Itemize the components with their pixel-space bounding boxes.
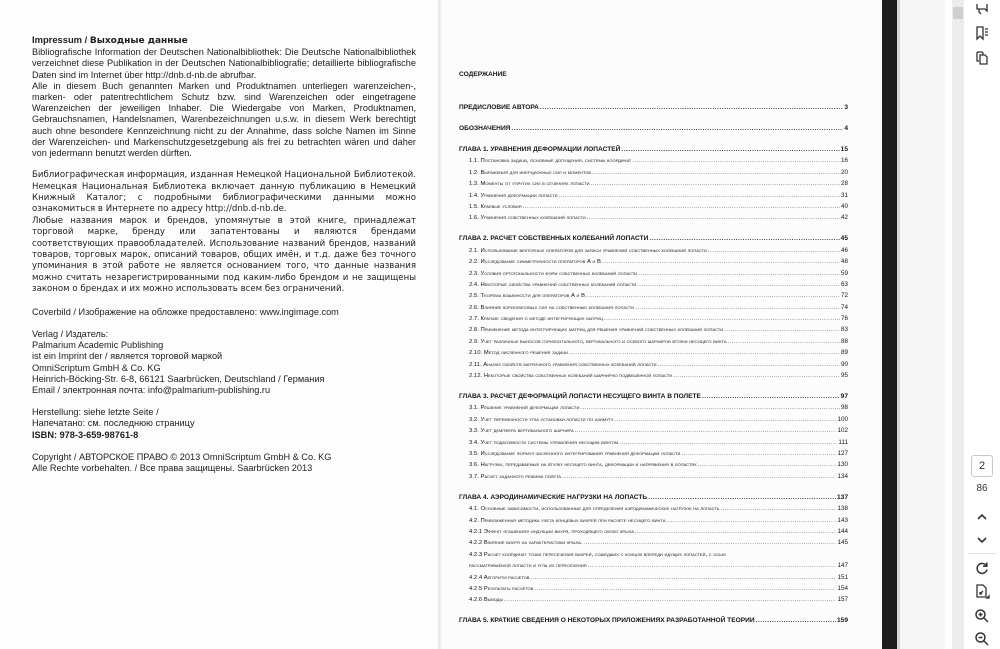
toc-entry-page: 63 bbox=[840, 280, 848, 288]
toc-entry-label: ГЛАВА 1. УРАВНЕНИЯ ДЕФОРМАЦИИ ЛОПАСТЕЙ bbox=[459, 146, 621, 153]
toc-entry-page: 143 bbox=[837, 516, 848, 524]
toc-section-entry bbox=[459, 311, 848, 322]
toc-section-entry bbox=[459, 299, 848, 310]
toc-section-entry bbox=[459, 356, 848, 367]
table-of-contents bbox=[459, 71, 848, 624]
toc-entry-label: 2.4. Некоторые свойства уравнений собственных колебаний лопасти bbox=[469, 281, 637, 288]
toc-entry-label: 2.12. Некоторые свойства собственных колебаний шарнирно подвешенной лопасти bbox=[469, 373, 673, 380]
toc-entry-page: 76 bbox=[840, 315, 848, 323]
toc-leader-dots bbox=[648, 494, 836, 501]
toc-section-entry bbox=[459, 592, 848, 603]
toc-entry-label: 4.2.6 Выводы bbox=[469, 597, 504, 604]
toc-entry-page: 127 bbox=[837, 449, 848, 457]
toc-chapter-entry bbox=[459, 229, 848, 242]
toc-section-entry bbox=[459, 254, 848, 265]
toc-entry-page: 89 bbox=[840, 349, 848, 357]
toc-entry-page: 3 bbox=[844, 104, 848, 111]
toc-chapter-entry bbox=[459, 387, 848, 400]
toc-entry-label: 2.2. Исследование симметричности операторов А и В bbox=[469, 259, 601, 266]
toc-entry-label: 1.3. Моменты от упругих сил в сечениях лопасти bbox=[469, 181, 590, 188]
imprint-ru-paragraph-1: Библиографическая информация, изданная Немецкой Национальной Библиотекой. Немецкая Национальная Библиотека включает данную публикацию в Немецкий Книжный Каталог; с подробными библиографическими данными можно ознакомиться в Интернете по адресу http://dnb.d-nb.de. bbox=[32, 170, 416, 215]
toc-entry-label: 2.5. Теорема взаимности для операторов А и В bbox=[469, 293, 585, 300]
toc-entry-label: 4.2.4 Алгоритм расчетов bbox=[469, 574, 530, 581]
toc-entry-label: 2.11. Анализ свойств матричного уравнения собственных колебаний лопасти bbox=[469, 361, 657, 368]
toc-entry-page: 42 bbox=[840, 214, 848, 222]
copy-pages-icon bbox=[974, 50, 990, 66]
toc-section-entry bbox=[459, 581, 848, 592]
toc-section-entry bbox=[459, 524, 848, 535]
toc-entry-label: 4.2. Приближенная методика учета концевых вихрей при расчете несущего винта bbox=[469, 517, 666, 524]
next-page-button[interactable] bbox=[970, 529, 994, 551]
toc-section-entry bbox=[459, 176, 848, 187]
viewer-margin bbox=[900, 0, 945, 649]
toc-section-entry bbox=[459, 501, 848, 512]
toc-entry-page: 154 bbox=[837, 584, 848, 592]
toc-leader-dots bbox=[562, 474, 836, 480]
toc-entry-label: ГЛАВА 3. РАСЧЕТ ДЕФОРМАЦИЙ ЛОПАСТИ НЕСУЩЕГО ВИНТА В ПОЛЕТЕ bbox=[459, 393, 701, 401]
toc-entry-page: 31 bbox=[840, 191, 848, 199]
comments-button[interactable] bbox=[970, 0, 994, 22]
toc-entry-label: 2.8. Применение метода интегрирующих матриц для решения уравнений собственных колебаний лопасти bbox=[469, 327, 724, 334]
toc-entry-page: 46 bbox=[840, 246, 848, 254]
toc-entry-label: 1.1. Постановка задачи, основные допущения, системы координат bbox=[469, 158, 632, 165]
publisher-block: Verlag / Издатель: Palmarium Academic Publishing ist ein Imprint der / является торговой маркой OmniScriptum GmbH & Co. KG Heinrich-Böcking-Str. 6-8, 66121 Saarbrücken, Deutschland / Германия Email / электронная почта: info@palmarium-publishing.ru bbox=[32, 328, 325, 395]
toc-entry-label: 1.5. Краевые условия bbox=[469, 203, 522, 210]
scrollbar-thumb[interactable] bbox=[953, 7, 963, 19]
fit-page-button[interactable] bbox=[970, 581, 994, 603]
toc-leader-dots bbox=[756, 617, 836, 624]
toc-entry-label: 4.2.5 Результаты расчетов bbox=[469, 585, 534, 592]
toc-entry-page: 111 bbox=[838, 438, 848, 446]
toc-entry-page: 100 bbox=[837, 415, 848, 423]
toc-section-entry bbox=[459, 423, 848, 434]
toc-section-entry bbox=[459, 164, 848, 175]
toc-entry-label: 2.3. Условия ортогональности форм собственных колебаний лопасти bbox=[469, 270, 638, 277]
toc-section-entry bbox=[459, 187, 848, 198]
comments-icon bbox=[974, 3, 990, 19]
toc-chapter-entry bbox=[459, 140, 848, 153]
toc-entry-page: 16 bbox=[840, 157, 848, 165]
copy-pages-button[interactable] bbox=[970, 47, 994, 69]
toc-entry-label: 4.1. Основные зависимости, использованные для определения аэродинамических нагрузок на лопасть bbox=[469, 506, 720, 513]
toc-chapter-entry bbox=[459, 488, 848, 501]
toc-entry-page: 102 bbox=[837, 427, 848, 435]
toc-heading: СОДЕРЖАНИЕ bbox=[459, 71, 507, 78]
toc-entry-page: 95 bbox=[840, 372, 848, 380]
toc-chapter-entry bbox=[459, 98, 848, 111]
scan-edge bbox=[882, 0, 897, 649]
toc-entry-page: 145 bbox=[837, 539, 848, 547]
toc-entry-page: 137 bbox=[836, 493, 848, 501]
toolbar-divider bbox=[968, 553, 996, 554]
toc-entry-page: 15 bbox=[840, 146, 848, 153]
toc-entry-label: ГЛАВА 5. КРАТКИЕ СВЕДЕНИЯ О НЕКОТОРЫХ ПРИЛОЖЕНИЯХ РАЗРАБОТАННОЙ ТЕОРИИ bbox=[459, 617, 755, 625]
toc-entry-label: 2.6. Влияние кориолисовых сил на собственные колебания лопасти bbox=[469, 304, 635, 311]
toc-section-entry bbox=[459, 242, 848, 253]
toc-entry-label: 2.10. Метод численного решения задачи bbox=[469, 350, 568, 357]
toc-entry-page: 28 bbox=[840, 180, 848, 188]
toc-entry-label: 2.7. Краткие сведения о методе интегрирующих матриц bbox=[469, 316, 603, 323]
toc-section-entry bbox=[459, 446, 848, 457]
imprint-ru-paragraph-2: Любые названия марок и брендов, упомянутые в этой книге, принадлежат торговой марке, бренду или запатентованы и являются брендами соответствующих правообладателей. Использование названий брендов, названий товаров, торговых марок, описаний товаров, общих имён, и т.д. даже без точного упоминания в этой работе не является основанием того, что данные названия можно считать незарегистрированными под каким-либо брендом и не защищены законом о брендах и их можно использовать всем без ограничений. bbox=[32, 215, 416, 295]
toc-entry-label: 1.4. Уравнения деформации лопасти bbox=[469, 192, 558, 199]
toc-entry-label: рассматриваемой лопасти и угла их пересечения bbox=[469, 563, 587, 570]
toc-section-entry bbox=[459, 434, 848, 445]
toc-section-entry bbox=[459, 468, 848, 479]
toc-entry-label: 4.2.1 Эффект «гашения» индукции вихря, проходящего около крыла bbox=[469, 528, 634, 535]
previous-page-button[interactable] bbox=[970, 506, 994, 528]
toc-entry-page: 90 bbox=[840, 360, 848, 368]
toc-section-entry bbox=[459, 457, 848, 468]
toc-leader-dots bbox=[673, 373, 840, 379]
toc-entry-label: ОБОЗНАЧЕНИЯ bbox=[459, 125, 511, 132]
toc-entry-page: 59 bbox=[840, 269, 848, 277]
toc-chapter-entry bbox=[459, 119, 848, 132]
toc-section-entry bbox=[459, 569, 848, 580]
toc-entry-page: 40 bbox=[840, 202, 848, 210]
toc-entry-page: 151 bbox=[837, 573, 848, 581]
zoom-in-icon bbox=[974, 608, 990, 624]
toc-section-entry bbox=[459, 345, 848, 356]
toc-section-entry bbox=[459, 322, 848, 333]
toc-entry-label: 3.1. Решение уравнений деформации лопасти bbox=[469, 405, 580, 412]
zoom-out-button[interactable] bbox=[970, 628, 994, 649]
toc-entry-label: 3.2. Учет переменности угла установки лопасти по азимуту bbox=[469, 416, 614, 423]
toc-entry-label: ПРЕДИСЛОВИЕ АВТОРА bbox=[459, 104, 539, 111]
toc-chapter-entry bbox=[459, 611, 848, 624]
toc-entry-label: 4.2.2 Влияние вихря на характеристики крыла. bbox=[469, 540, 583, 547]
toc-entry-label: 3.4. Учет податливости системы управления несущим винтом bbox=[469, 439, 619, 446]
toc-section-entry bbox=[459, 199, 848, 210]
toc-section-entry bbox=[459, 558, 848, 569]
rotate-button[interactable] bbox=[970, 557, 994, 579]
toc-entry-label: 2.9. Учет различных выносов горизонтального, вертикального и осевого шарниров втулки несущего винта bbox=[469, 338, 727, 345]
toc-leader-dots bbox=[587, 215, 840, 221]
toc-entry-label: 1.2. Выражения для инерционных сил и моментов bbox=[469, 169, 592, 176]
imprint-de-paragraph-1: Bibliografische Information der Deutschen Nationalbibliothek: Die Deutsche Nationalbibliothek verzeichnet diese Publikation in der Deutschen Nationalbibliografie; detaillierte bibliografische Daten sind im Internet über http://dnb.d-nb.de abrufbar. bbox=[32, 47, 416, 80]
toc-section-entry bbox=[459, 535, 848, 546]
toc-entry-page: 20 bbox=[840, 168, 848, 176]
toc-entry-page: 83 bbox=[840, 326, 848, 334]
toc-entry-label: 3.6. Нагрузки, передаваемые на втулку несущего винта, деформации и напряжения в лопастях bbox=[469, 462, 697, 469]
toc-entry-label: ГЛАВА 4. АЭРОДИНАМИЧЕСКИЕ НАГРУЗКИ НА ЛОПАСТЬ bbox=[459, 493, 648, 501]
toc-section-entry bbox=[459, 400, 848, 411]
toc-entry-page: 98 bbox=[840, 404, 848, 412]
toc-entry-page: 138 bbox=[837, 505, 848, 513]
fit-page-icon bbox=[974, 584, 990, 600]
toc-section-entry bbox=[459, 210, 848, 221]
toc-entry-page: 48 bbox=[840, 258, 848, 266]
isbn: ISBN: 978-3-659-98761-8 bbox=[32, 429, 139, 440]
toc-entry-label: 3.5. Исследование формул численного интегрирования уравнения деформации лопасти bbox=[469, 450, 681, 457]
toc-leader-dots bbox=[649, 235, 839, 242]
toc-entry-page: 45 bbox=[840, 235, 848, 243]
coverbild-line: Coverbild / Изображение на обложке предоставлено: www.ingimage.com bbox=[32, 306, 339, 317]
toc-section-entry bbox=[459, 546, 848, 557]
toc-section-entry bbox=[459, 265, 848, 276]
current-page-input[interactable]: 2 bbox=[971, 455, 993, 477]
toc-entry-label: 3.3. Учет демпфера вертикального шарнира bbox=[469, 428, 574, 435]
toc-leader-dots bbox=[540, 104, 843, 111]
toc-entry-page: 144 bbox=[837, 527, 848, 535]
toc-entry-page: 4 bbox=[844, 125, 848, 132]
toc-entry-label: ГЛАВА 2. РАСЧЕТ СОБСТВЕННЫХ КОЛЕБАНИЙ ЛОПАСТИ bbox=[459, 235, 649, 243]
toc-entry-page: 134 bbox=[837, 472, 848, 480]
toc-entry-page: 88 bbox=[840, 337, 848, 345]
bookmark-list-icon bbox=[974, 25, 990, 41]
imprint-ru-block bbox=[32, 170, 416, 295]
total-pages: 86 bbox=[976, 483, 988, 494]
vertical-scrollbar[interactable] bbox=[952, 0, 964, 649]
toc-entry-page: 74 bbox=[840, 303, 848, 311]
toc-entry-page: 159 bbox=[836, 617, 848, 625]
toc-section-entry bbox=[459, 333, 848, 344]
toc-section-entry bbox=[459, 153, 848, 164]
toc-entry-page: 157 bbox=[837, 596, 848, 604]
zoom-in-button[interactable] bbox=[970, 605, 994, 627]
imprint-de-paragraph-2: Alle in diesem Buch genannten Marken und Produktnamen unterliegen warenzeichen-, marken- oder patentrechtlichem Schutz bzw. sind Warenzeichen oder eingetragene Warenzeichen der jeweiligen Inhaber. Die Wiedergabe von Marken, Produktnamen, Gebrauchsnamen, Handelsnamen, Warenbezeichnungen u.s.w. in diesem Werk berechtigt auch ohne besondere Kennzeichnung nicht zu der Annahme, dass solche Namen im Sinne der Warenzeichen- und Markenschutzgesetzgebung als frei zu betrachten wären und daher von jedermann benutzt werden dürften. bbox=[32, 80, 416, 159]
toc-entry-label: 3.7. Расчет заданного режима полета bbox=[469, 473, 562, 480]
toc-entry-label: 1.6. Уравнения собственных колебаний лопасти bbox=[469, 215, 586, 222]
toc-leader-dots bbox=[511, 125, 843, 132]
toc-leader-dots bbox=[504, 597, 836, 603]
toc-leader-dots bbox=[702, 393, 840, 400]
zoom-out-icon bbox=[974, 631, 990, 647]
printing-block: Herstellung: siehe letzte Seite / Напечатано: см. последнюю страницу ISBN: 978-3-659-98761-8 bbox=[32, 407, 416, 441]
toc-entry-page: 147 bbox=[837, 562, 848, 570]
imprint-title: Impressum / Выходные данные bbox=[32, 34, 188, 46]
toc-section-entry bbox=[459, 411, 848, 422]
bookmarks-button[interactable] bbox=[970, 22, 994, 44]
chevron-down-icon bbox=[974, 532, 990, 548]
toc-entry-label: 2.1. Использование векторных операторов для записи уравнений собственных колебаний лопасти bbox=[469, 247, 707, 254]
toc-entry-page: 130 bbox=[837, 461, 848, 469]
chevron-up-icon bbox=[974, 509, 990, 525]
toc-leader-dots bbox=[621, 146, 839, 153]
toc-section-entry bbox=[459, 512, 848, 523]
rotate-icon bbox=[974, 560, 990, 576]
toc-entry-page: 97 bbox=[840, 393, 848, 401]
toc-section-entry bbox=[459, 277, 848, 288]
toc-entry-label: 4.2.3 Расчет координат точки пересечения вихрей, сошедших с концов впереди идущих лопастей, с осью bbox=[469, 551, 726, 558]
toc-entry-page: 72 bbox=[840, 292, 848, 300]
copyright-block: Copyright / АВТОРСКОЕ ПРАВО © 2013 OmniScriptum GmbH & Co. KG Alle Rechte vorbehalten. / Все права защищены. Saarbrücken 2013 bbox=[32, 451, 332, 473]
imprint-text bbox=[32, 34, 416, 474]
left-page-imprint bbox=[0, 0, 440, 649]
viewer-toolbar bbox=[964, 0, 1000, 649]
toc-section-entry bbox=[459, 288, 848, 299]
toc-section-entry bbox=[459, 368, 848, 379]
